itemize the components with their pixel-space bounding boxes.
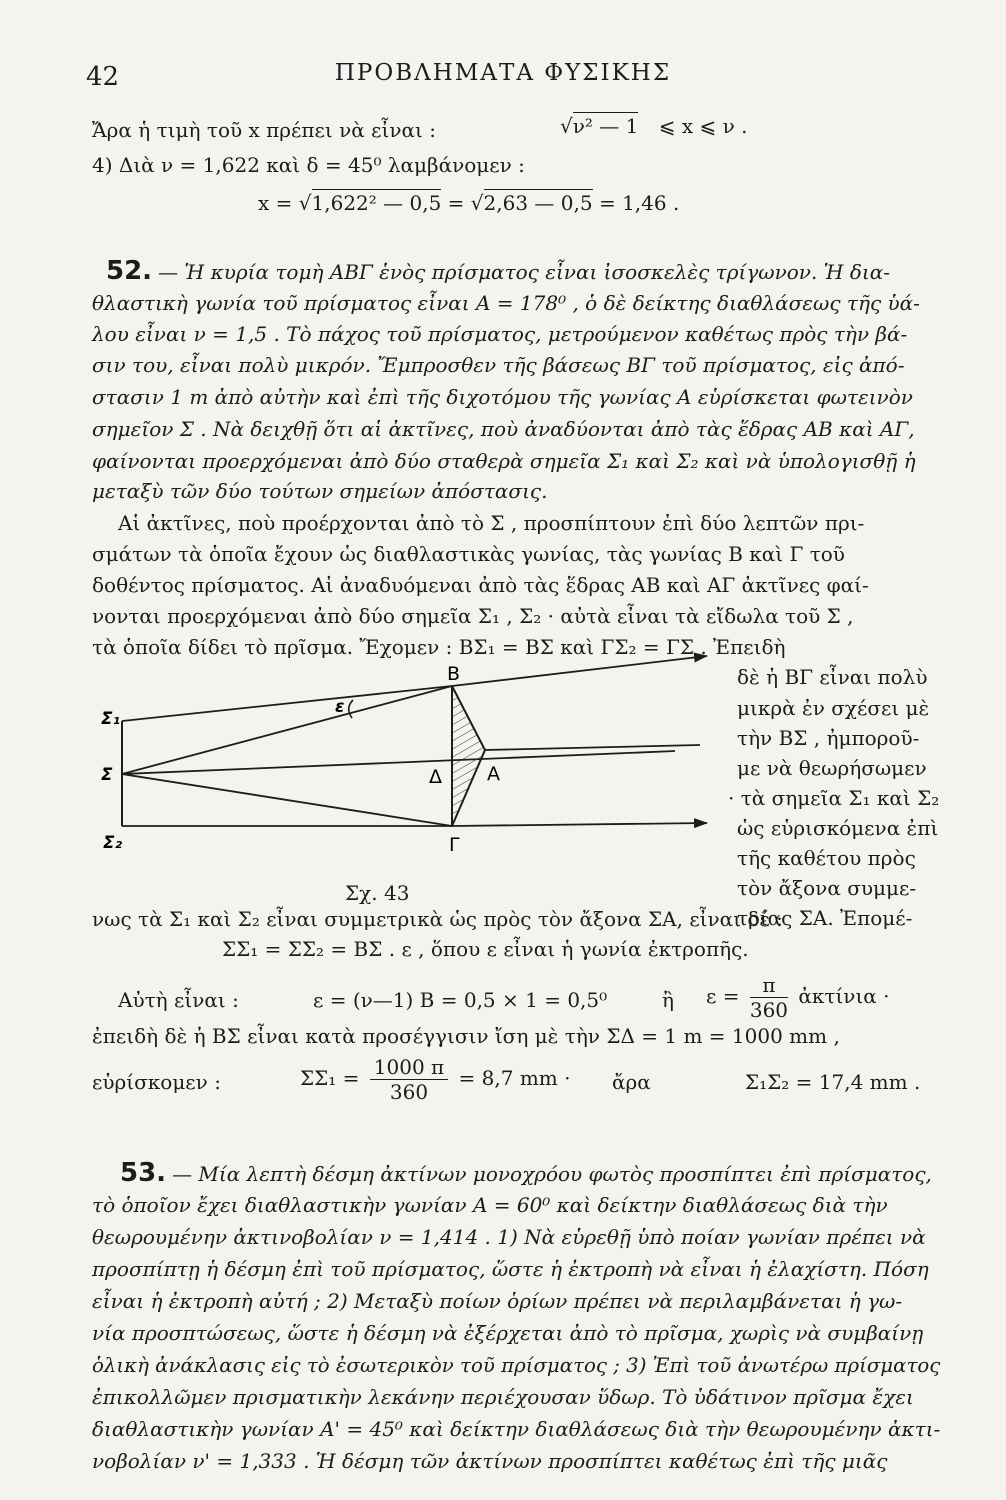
side-line-3: τὴν ΒΣ , ἠμποροῦ- <box>737 726 920 750</box>
formula-rest: ⩽ x ⩽ ν . <box>658 114 748 138</box>
problem-52-line-8: μεταξὺ τῶν δύο τούτων σημείων ἀπόστασις. <box>92 479 548 503</box>
eq2: ἐπειδὴ δὲ ἡ ΒΣ εἶναι κατὰ προσέγγισιν ἴση μὲ τὴν ΣΔ = 1 m = 1000 mm , <box>92 1024 840 1048</box>
running-title: ΠΡΟΒΛΗΜΑΤΑ ΦΥΣΙΚΗΣ <box>334 60 672 86</box>
solution-line-2: σμάτων τὰ ὁποῖα ἔχουν ὡς διαθλαστικὰς γωνίας, τὰς γωνίας Β καὶ Γ τοῦ <box>92 542 845 566</box>
eq1-frac-group <box>706 973 890 1022</box>
after-line-2: ΣΣ₁ = ΣΣ₂ = ΒΣ . ε , ὅπου ε εἶναι ἡ γωνία ἐκτροπῆς. <box>222 937 749 961</box>
side-line-4: με νὰ θεωρήσωμεν <box>737 756 927 780</box>
problem-52-line-5: στασιν 1 m ἀπὸ αὐτὴν καὶ ἐπὶ τῆς διχοτόμου τῆς γωνίας Α εὑρίσκεται φωτεινὸν <box>92 385 913 409</box>
eq1-main: ε = (ν—1) Β = 0,5 × 1 = 0,5⁰ <box>313 988 608 1012</box>
problem-53-line-2: τὸ ὁποῖον ἔχει διαθλαστικὴν γωνίαν Α = 60⁰ καὶ δείκτην διαθλάσεως διὰ τὴν <box>92 1193 888 1217</box>
label-S1: Σ₁ <box>101 709 121 729</box>
result: = 1,46 . <box>598 191 680 215</box>
side-line-1: δὲ ἡ ΒΓ εἶναι πολὺ <box>737 665 928 689</box>
label-A: Α <box>487 763 500 785</box>
problem-52-line-6: σημεῖον Σ . Νὰ δειχθῇ ὅτι αἱ ἀκτῖνες, ποὺ ἀναδύονται ἀπὸ τὰς ἕδρας ΑΒ καὶ ΑΓ, <box>92 417 915 441</box>
problem-text: — Μία λεπτὴ δέσμη ἀκτίνων μονοχρόου φωτὸς προσπίπτει ἐπὶ πρίσματος, <box>172 1162 932 1186</box>
solution-line-3: δοθέντος πρίσματος. Αἱ ἀναδυόμεναι ἀπὸ τὰς ἕδρας ΑΒ καὶ ΑΓ ἀκτῖνες φαί- <box>92 573 869 597</box>
side-line-9: τρίας ΣΑ. Ἐπομέ- <box>737 906 913 930</box>
problem-53-line-5: εἶναι ἡ ἐκτροπὴ αὐτή ; 2) Μεταξὺ ποίων ὁρίων πρέπει νὰ περιλαμβάνεται ἡ γω- <box>92 1289 903 1313</box>
solution-line-4: νονται προερχόμεναι ἀπὸ δύο σημεῖα Σ₁ , Σ₂ · αὐτὰ εἶναι τὰ εἴδωλα τοῦ Σ , <box>92 604 854 628</box>
radicand: 1,622² — 0,5 <box>311 191 442 215</box>
fraction <box>750 973 788 1022</box>
problem-53-line-1 <box>120 1160 932 1187</box>
emergent-ray-bottom <box>452 823 707 826</box>
problem-52-line-2: θλαστικὴ γωνία τοῦ πρίσματος εἶναι Α = 178⁰ , ὁ δὲ δείκτης διαθλάσεως τῆς ὑά- <box>92 291 920 315</box>
problem-number: 53. <box>120 1158 167 1188</box>
problem-53-line-3: θεωρουμένην ἀκτινοβολίαν ν = 1,414 . 1) Νὰ εὑρεθῇ ὑπὸ ποίαν γωνίαν πρέπει νὰ <box>92 1225 926 1249</box>
problem-52-line-4: σιν του, εἶναι πολὺ μικρόν. Ἔμπροσθεν τῆς βάσεως ΒΓ τοῦ πρίσματος, εἰς ἀπό- <box>92 353 905 377</box>
side-line-2: μικρὰ ἐν σχέσει μὲ <box>737 696 930 720</box>
eq3-final: Σ₁Σ₂ = 17,4 mm . <box>745 1070 921 1094</box>
problem-text: — Ἡ κυρία τομὴ ΑΒΓ ἑνὸς πρίσματος εἶναι ἰσοσκελὲς τρίγωνον. Ἡ δια- <box>158 260 891 284</box>
solution-line-5: τὰ ὁποῖα δίδει τὸ πρῖσμα. Ἔχομεν : ΒΣ₁ = ΒΣ καὶ ΓΣ₂ = ΓΣ . Ἐπειδὴ <box>92 635 786 659</box>
virtual-ray-S1 <box>122 686 452 721</box>
solution-line-1: Αἱ ἀκτῖνες, ποὺ προέρχονται ἀπὸ τὸ Σ , προσπίπτουν ἐπὶ δύο λεπτῶν πρι- <box>118 511 865 535</box>
side-line-5: · τὰ σημεῖα Σ₁ καὶ Σ₂ <box>728 786 940 810</box>
eq1-or: ἢ <box>662 988 674 1012</box>
eq3-result: = 8,7 mm · <box>458 1066 571 1090</box>
numerator: π <box>750 973 788 998</box>
problem-53-line-9: διαθλαστικὴν γωνίαν Α' = 45⁰ καὶ δείκτην διαθλάσεως διὰ τὴν θεωρουμένην ἀκτι- <box>92 1417 941 1441</box>
problem-53-line-6: νία προσπτώσεως, ὥστε ἡ δέσμη νὰ ἐξέρχεται ἀπὸ τὸ πρῖσμα, χωρὶς νὰ συμβαίνῃ <box>92 1321 924 1345</box>
problem-number: 52. <box>106 256 153 286</box>
figure-caption: Σχ. 43 <box>345 881 410 905</box>
denominator: 360 <box>749 998 789 1022</box>
eq1-unit: ἀκτίνια · <box>798 984 890 1008</box>
eq3-lead: εὑρίσκομεν : <box>92 1070 221 1094</box>
intro-line-2: 4) Διὰ ν = 1,622 καὶ δ = 45⁰ λαμβάνομεν : <box>92 153 525 177</box>
numerator: 1000 π <box>370 1055 448 1080</box>
fraction <box>370 1055 448 1104</box>
emergent-ray-axis <box>485 745 700 750</box>
problem-53-line-4: προσπίπτῃ ἡ δέσμη ἐπὶ τοῦ πρίσματος, ὥστε ἡ ἐκτροπὴ νὰ εἶναι ἡ ἐλαχίστη. Πόση <box>92 1257 929 1281</box>
intro-formula-2 <box>258 190 679 216</box>
problem-52-line-7: φαίνονται προερχόμεναι ἀπὸ δύο σταθερὰ σημεῖα Σ₁ καὶ Σ₂ καὶ νὰ ὑπολογισθῇ ἡ <box>92 449 916 473</box>
equals: = <box>447 191 465 215</box>
radicand: ν² — 1 <box>572 114 639 138</box>
side-line-8: τὸν ἄξονα συμμε- <box>737 876 917 900</box>
ray-to-B <box>122 686 452 774</box>
eq3-group <box>300 1055 570 1104</box>
label-B: Β <box>447 663 461 685</box>
problem-53-line-10: νοβολίαν ν' = 1,333 . Ἡ δέσμη τῶν ἀκτίνων προσπίπτει καθέτως ἐπὶ τῆς μιᾶς <box>92 1449 888 1473</box>
intro-formula-1 <box>560 113 747 139</box>
problem-52-line-1 <box>106 258 890 285</box>
side-line-6: ὡς εὑρισκόμενα ἐπὶ <box>737 816 939 840</box>
after-line-1: νως τὰ Σ₁ καὶ Σ₂ εἶναι συμμετρικὰ ὡς πρὸς τὸν ἄξονα ΣΑ, εἶναι δέ : <box>92 907 783 931</box>
label-S2: Σ₂ <box>103 833 123 853</box>
radical-sign: √ <box>470 191 484 215</box>
problem-52-line-3: λου εἶναι ν = 1,5 . Τὸ πάχος τοῦ πρίσματος, μετρούμενον καθέτως πρὸς τὴν βά- <box>92 322 908 346</box>
intro-line-1-text: Ἄρα ἡ τιμὴ τοῦ x πρέπει νὰ εἶναι : <box>92 118 436 142</box>
formula-x: x = <box>258 191 293 215</box>
radical-sign: √ <box>560 114 573 138</box>
page-number: 42 <box>86 62 120 92</box>
optical-axis <box>122 751 675 774</box>
eq1-eps: ε = <box>706 984 740 1008</box>
label-G: Γ <box>449 834 460 856</box>
label-S: Σ <box>101 765 113 785</box>
eq3-therefore: ἄρα <box>612 1070 651 1094</box>
label-D: Δ <box>429 766 442 788</box>
intro-line-1 <box>92 117 436 143</box>
eq3-lhs: ΣΣ₁ = <box>300 1066 360 1090</box>
ray-to-G <box>122 774 452 826</box>
radicand: 2,63 — 0,5 <box>483 191 593 215</box>
figure-43 <box>95 648 735 898</box>
deviation-arc <box>349 700 353 718</box>
radical-sign: √ <box>298 191 312 215</box>
denominator: 360 <box>389 1080 429 1104</box>
problem-53-line-8: ἐπικολλῶμεν πρισματικὴν λεκάνην περιέχουσαν ὕδωρ. Τὸ ὑδάτινον πρῖσμα ἔχει <box>92 1385 914 1409</box>
prism <box>452 686 485 826</box>
problem-53-line-7: ὁλικὴ ἀνάκλασις εἰς τὸ ἐσωτερικὸν τοῦ πρίσματος ; 3) Ἐπὶ τοῦ ἀνωτέρω πρίσματος <box>92 1353 941 1377</box>
side-line-7: τῆς καθέτου πρὸς <box>737 846 916 870</box>
eq1-lead: Αὐτὴ εἶναι : <box>118 988 239 1012</box>
emergent-ray-top <box>452 656 707 686</box>
label-e: ε <box>335 697 345 717</box>
